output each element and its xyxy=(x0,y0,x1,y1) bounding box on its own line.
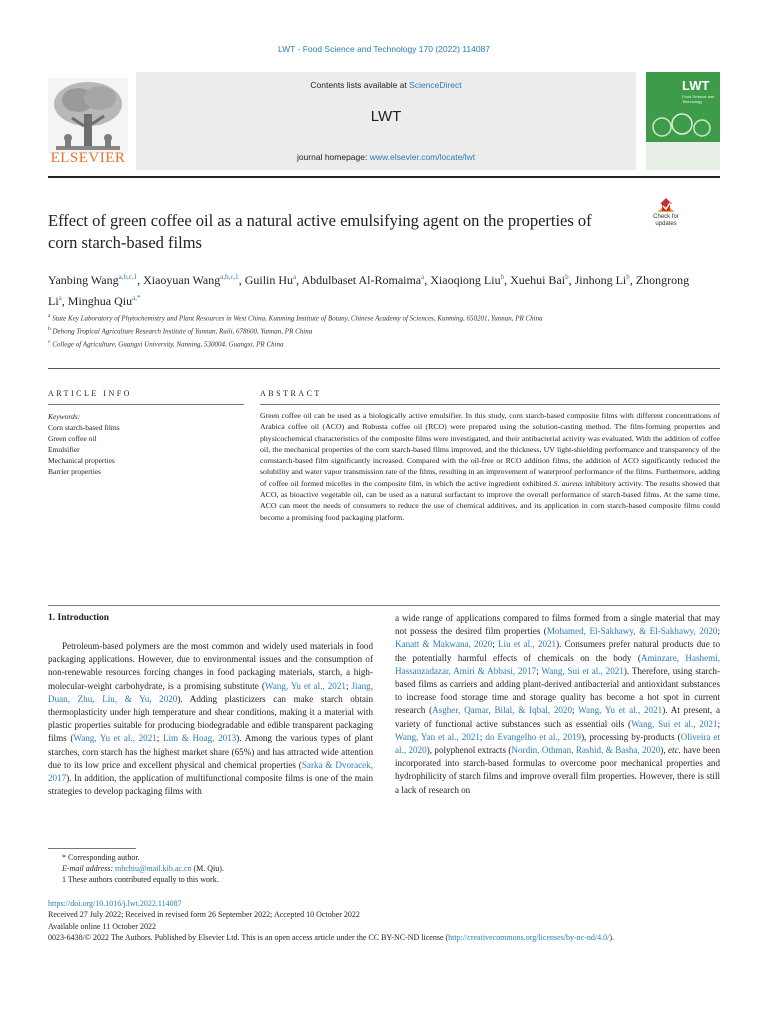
citation-link[interactable]: Aminzare, Hashemi, Hassanzadazar, Amiri & Abbasi, 2017 xyxy=(395,652,721,676)
author-name[interactable]: Xiaoyuan Wang xyxy=(143,273,221,287)
abstract-text: Green coffee oil can be used as a biologically active emulsifier. In this study, corn starch-based composite films with different concentrations of Arabica coffee oil (ACO) and Robusta coffee oil (RCO) were prepared using the solution-casting method. The film-forming properties and physicochemical characteristics of the composite films were investigated, and their antibacterial activity was evaluated. With the addition of coffee oil, the mechanical properties of the corn starch-based films improved, and the thickness, UV light-shielding performance and transparency of the cornstarch-based film significantly increased. Compared with the oil-free or RCO addition films, the addition of ACO significantly reduced the solubility and water vapor transmission rate of the films, resulting in an improvement of waterproof performance of the films. Furthermore, adding of coffee oil formed micelles in the composite film, in which the active ingredient exhibited S. aureus inhibitory activity. The results showed that ACO, as bioactive vegetable oil, can be used as a natural surfactant to improve the overall performance of starch-based films. At the same time, ACO can meet the needs of consumers to reduce the use of chemical additives, and its application in corn starch-based composite films could become a promising food packaging platform. xyxy=(260,411,720,522)
keywords-block xyxy=(48,411,244,477)
author-affiliation-marker[interactable]: b xyxy=(565,273,569,281)
affiliation-item: $^c$ College of Agriculture, Guangxi University, Nanning, 530004, Guangxi, PR China xyxy=(48,338,284,348)
citation-link[interactable]: Wang, Yan et al., 2021 xyxy=(395,731,480,742)
homepage-link[interactable]: www.elsevier.com/locate/lwt xyxy=(369,152,476,162)
author-affiliation-marker[interactable]: a,b,c,1 xyxy=(118,273,138,281)
article-info-rule xyxy=(48,404,244,405)
journal-cover-image xyxy=(646,72,720,170)
abstract-bottom-rule xyxy=(48,605,720,606)
publisher-name: ELSEVIER xyxy=(50,150,126,166)
introduction-heading: 1. Introduction xyxy=(48,613,110,623)
citation-link[interactable]: Kanatt & Makwana, 2020 xyxy=(395,639,493,650)
email-link[interactable]: mhchiu@mail.kib.ac.cn xyxy=(115,864,192,874)
abstract-rule xyxy=(260,404,720,405)
author-name[interactable]: Jinhong Li xyxy=(574,273,627,287)
author-affiliation-marker[interactable]: a xyxy=(421,273,425,281)
corresponding-author-note: * Corresponding author. xyxy=(62,853,140,862)
contents-line: Contents lists available at ScienceDirect xyxy=(310,80,462,90)
journal-name: LWT xyxy=(370,108,402,125)
author-affiliation-marker[interactable]: b xyxy=(626,273,630,281)
cover-title: LWT xyxy=(682,78,710,93)
sciencedirect-link[interactable]: ScienceDirect xyxy=(409,80,462,90)
article-info-heading: ARTICLE INFO xyxy=(48,389,132,398)
citation-link[interactable]: Mohamed, El-Sakhawy, & El-Sakhawy, 2020 xyxy=(546,626,718,637)
author-list: Yanbing Wang$^{a,b,c,1}$, Xiaoyuan Wang$^{a,b,c,1}$, Guilin Hu$^a$, Abdulbaset Al-Romaima$^a$, Xiaoqiong Liu$^b$, Xuehui Bai$^b$, Jinhong Li$^b$, Zhongrong Li$^a$, Minghua Qiu$^{a,*}$ xyxy=(48,273,690,308)
check-for-updates-label: Check for updates xyxy=(653,214,679,227)
homepage-line: journal homepage: www.elsevier.com/locate/lwt xyxy=(296,152,476,162)
keyword-item: Green coffee oil xyxy=(48,434,97,443)
footnotes xyxy=(48,852,720,886)
citation-link[interactable]: Wang, Yu et al., 2021 xyxy=(264,680,346,691)
citation-link[interactable]: Nordin, Othman, Rashid, & Basha, 2020 xyxy=(511,745,661,756)
keyword-item: Emulsifier xyxy=(48,445,80,454)
author-name[interactable]: Abdulbaset Al-Romaima xyxy=(301,273,422,287)
journal-banner xyxy=(136,72,636,170)
email-note: E-mail address: mhchiu@mail.kib.ac.cn (M. Qiu). xyxy=(62,864,224,874)
available-online: Available online 11 October 2022 xyxy=(48,921,156,931)
cover-bottom-panel xyxy=(646,142,720,170)
affiliations xyxy=(48,311,648,349)
header-rule xyxy=(48,176,720,178)
paper-title: Effect of green coffee oil as a natural active emulsifying agent on the properties of corn starch-based films xyxy=(48,211,592,252)
author-affiliation-marker[interactable]: a xyxy=(58,294,62,302)
keyword-item: Barrier properties xyxy=(48,467,102,476)
cover-pattern-icon xyxy=(652,112,712,142)
keyword-item: Corn starch-based films xyxy=(48,423,120,432)
affiliation-item: $^b$ Dehong Tropical Agriculture Research Institute of Yunnan, Ruili, 678600, Yunnan, PR China xyxy=(48,325,313,336)
author-name[interactable]: Xiaoqiong Liu xyxy=(430,273,501,287)
affiliation-rule xyxy=(48,368,720,369)
citation-link[interactable]: Lim & Hoag, 2013 xyxy=(162,733,237,744)
license-link[interactable]: http://creativecommons.org/licenses/by-nc-nd/4.0/ xyxy=(448,933,610,943)
citation-link[interactable]: Oliveira et al., 2020 xyxy=(395,731,720,756)
citation-link[interactable]: Wang, Yu et al., 2021 xyxy=(73,733,157,744)
author-name[interactable]: Guilin Hu xyxy=(244,273,294,287)
keywords-label: Keywords: xyxy=(48,412,81,421)
citation-link[interactable]: Asgher, Qamar, Bilal, & Iqbal, 2020 xyxy=(432,705,573,716)
author-affiliation-marker[interactable]: b xyxy=(500,273,505,281)
doi-link[interactable]: https://doi.org/10.1016/j.lwt.2022.114087 xyxy=(48,899,182,908)
check-for-updates-badge[interactable] xyxy=(646,194,686,234)
keyword-item: Mechanical properties xyxy=(48,456,115,465)
affiliation-item: $^a$ State Key Laboratory of Phytochemistry and Plant Resources in West China, Kunming Institute of Botany, Chinese Academy of Sciences, Kunming, 650201, Yunnan, PR China xyxy=(48,313,543,323)
author-name[interactable]: Xuehui Bai xyxy=(510,273,566,287)
cover-subtitle: Food Science and Technology xyxy=(682,94,715,104)
citation-link[interactable]: Wang, Sui et al., 2021 xyxy=(631,718,718,729)
body-column-left: Petroleum-based polymers are the most common and widely used materials in food packaging applications. However, due to environmental issues and the consumption of non-renewable resources forcing changes in food packaging materials, starch, a high-molecular-weight carbohydrate, is a promising substitute (Wang, Yu et al., 2021; Jiang, Duan, Zhu, Liu, & Yu, 2020). Adding plasticizers can make starch obtain thermoplasticity under high temperature and shear conditions, making it a material with plastic properties suitable for producing biodegradable and edible transparent packaging films (Wang, Yu et al., 2021; Lim & Hoag, 2013). Among the various types of plant starches, corn starch has the highest market share (65%) and has attracted wide attention due to its low price and excellent physical and chemical properties (Sarka & Dvoracek, 2017). In addition, the application of multifunctional composite films is one of the main strategies to develop packaging films with xyxy=(48,641,373,797)
check-for-updates-icon xyxy=(646,194,686,214)
received-dates: Received 27 July 2022; Received in revised form 26 September 2022; Accepted 10 October 2022 xyxy=(48,910,360,920)
journal-citation[interactable]: LWT - Food Science and Technology 170 (2022) 114087 xyxy=(277,44,490,54)
author-affiliation-marker[interactable]: a xyxy=(293,273,297,281)
citation-link[interactable]: Wang, Sui et al., 2021 xyxy=(541,665,624,676)
citation-link[interactable]: Wang, Yu et al., 2021 xyxy=(578,705,663,716)
citation-link[interactable]: Jiang, Duan, Zhu, Liu, & Yu, 2020 xyxy=(48,680,373,704)
license-statement: 0023-6438/© 2022 The Authors. Published by Elsevier Ltd. This is an open access article under the CC BY-NC-ND license (http://creativecommons.org/licenses/by-nc-nd/4.0/). xyxy=(48,933,614,943)
introduction-heading-wrap xyxy=(48,613,109,635)
footnote-rule xyxy=(48,848,136,849)
citation-link[interactable]: do Evangelho et al., 2019 xyxy=(485,731,582,742)
author-name[interactable]: Minghua Qiu xyxy=(67,294,133,308)
abstract-heading: ABSTRACT xyxy=(260,389,322,398)
author-name[interactable]: Yanbing Wang xyxy=(48,273,119,287)
author-affiliation-marker[interactable]: a,* xyxy=(132,294,141,302)
equal-contribution-note: 1 These authors contributed equally to this work. xyxy=(62,875,219,885)
keyword-list xyxy=(48,422,244,477)
citation-link[interactable]: Sarka & Dvoracek, 2017 xyxy=(48,759,373,784)
masthead xyxy=(48,72,720,172)
article-metadata xyxy=(48,898,720,944)
body-column-right: a wide range of applications compared to films formed from a single material that may not possess the desired film properties (Mohamed, El-Sakhawy, & El-Sakhawy, 2020; Kanatt & Makwana, 2020; Liu et al., 2021). Consumers prefer natural products due to the potentially harmful effects of chemicals on the body (Aminzare, Hashemi, Hassanzadazar, Amiri & Abbasi, 2017; Wang, Sui et al., 2021). Therefore, using starch-based films as carriers and adding plant-derived antibacterial and antioxidant substances to increase food storage time and storage quality has become a hot spot in current research (Asgher, Qamar, Bilal, & Iqbal, 2020; Wang, Yu et al., 2021). At present, a variety of functional active substances such as essential oils (Wang, Sui et al., 2021; Wang, Yan et al., 2021; do Evangelho et al., 2019), processing by-products (Oliveira et al., 2020), polyphenol extracts (Nordin, Othman, Rashid, & Basha, 2020), etc. have been incorporated into starch-based formulas to overcome poor mechanical properties and hydrophilicity of starch films and improve overall film properties. However, there is still a lack of research on xyxy=(395,613,721,795)
citation-link[interactable]: Liu et al., 2021 xyxy=(497,639,557,650)
author-name[interactable]: Zhongrong Li xyxy=(48,273,690,308)
author-affiliation-marker[interactable]: a,b,c,1 xyxy=(220,273,239,281)
